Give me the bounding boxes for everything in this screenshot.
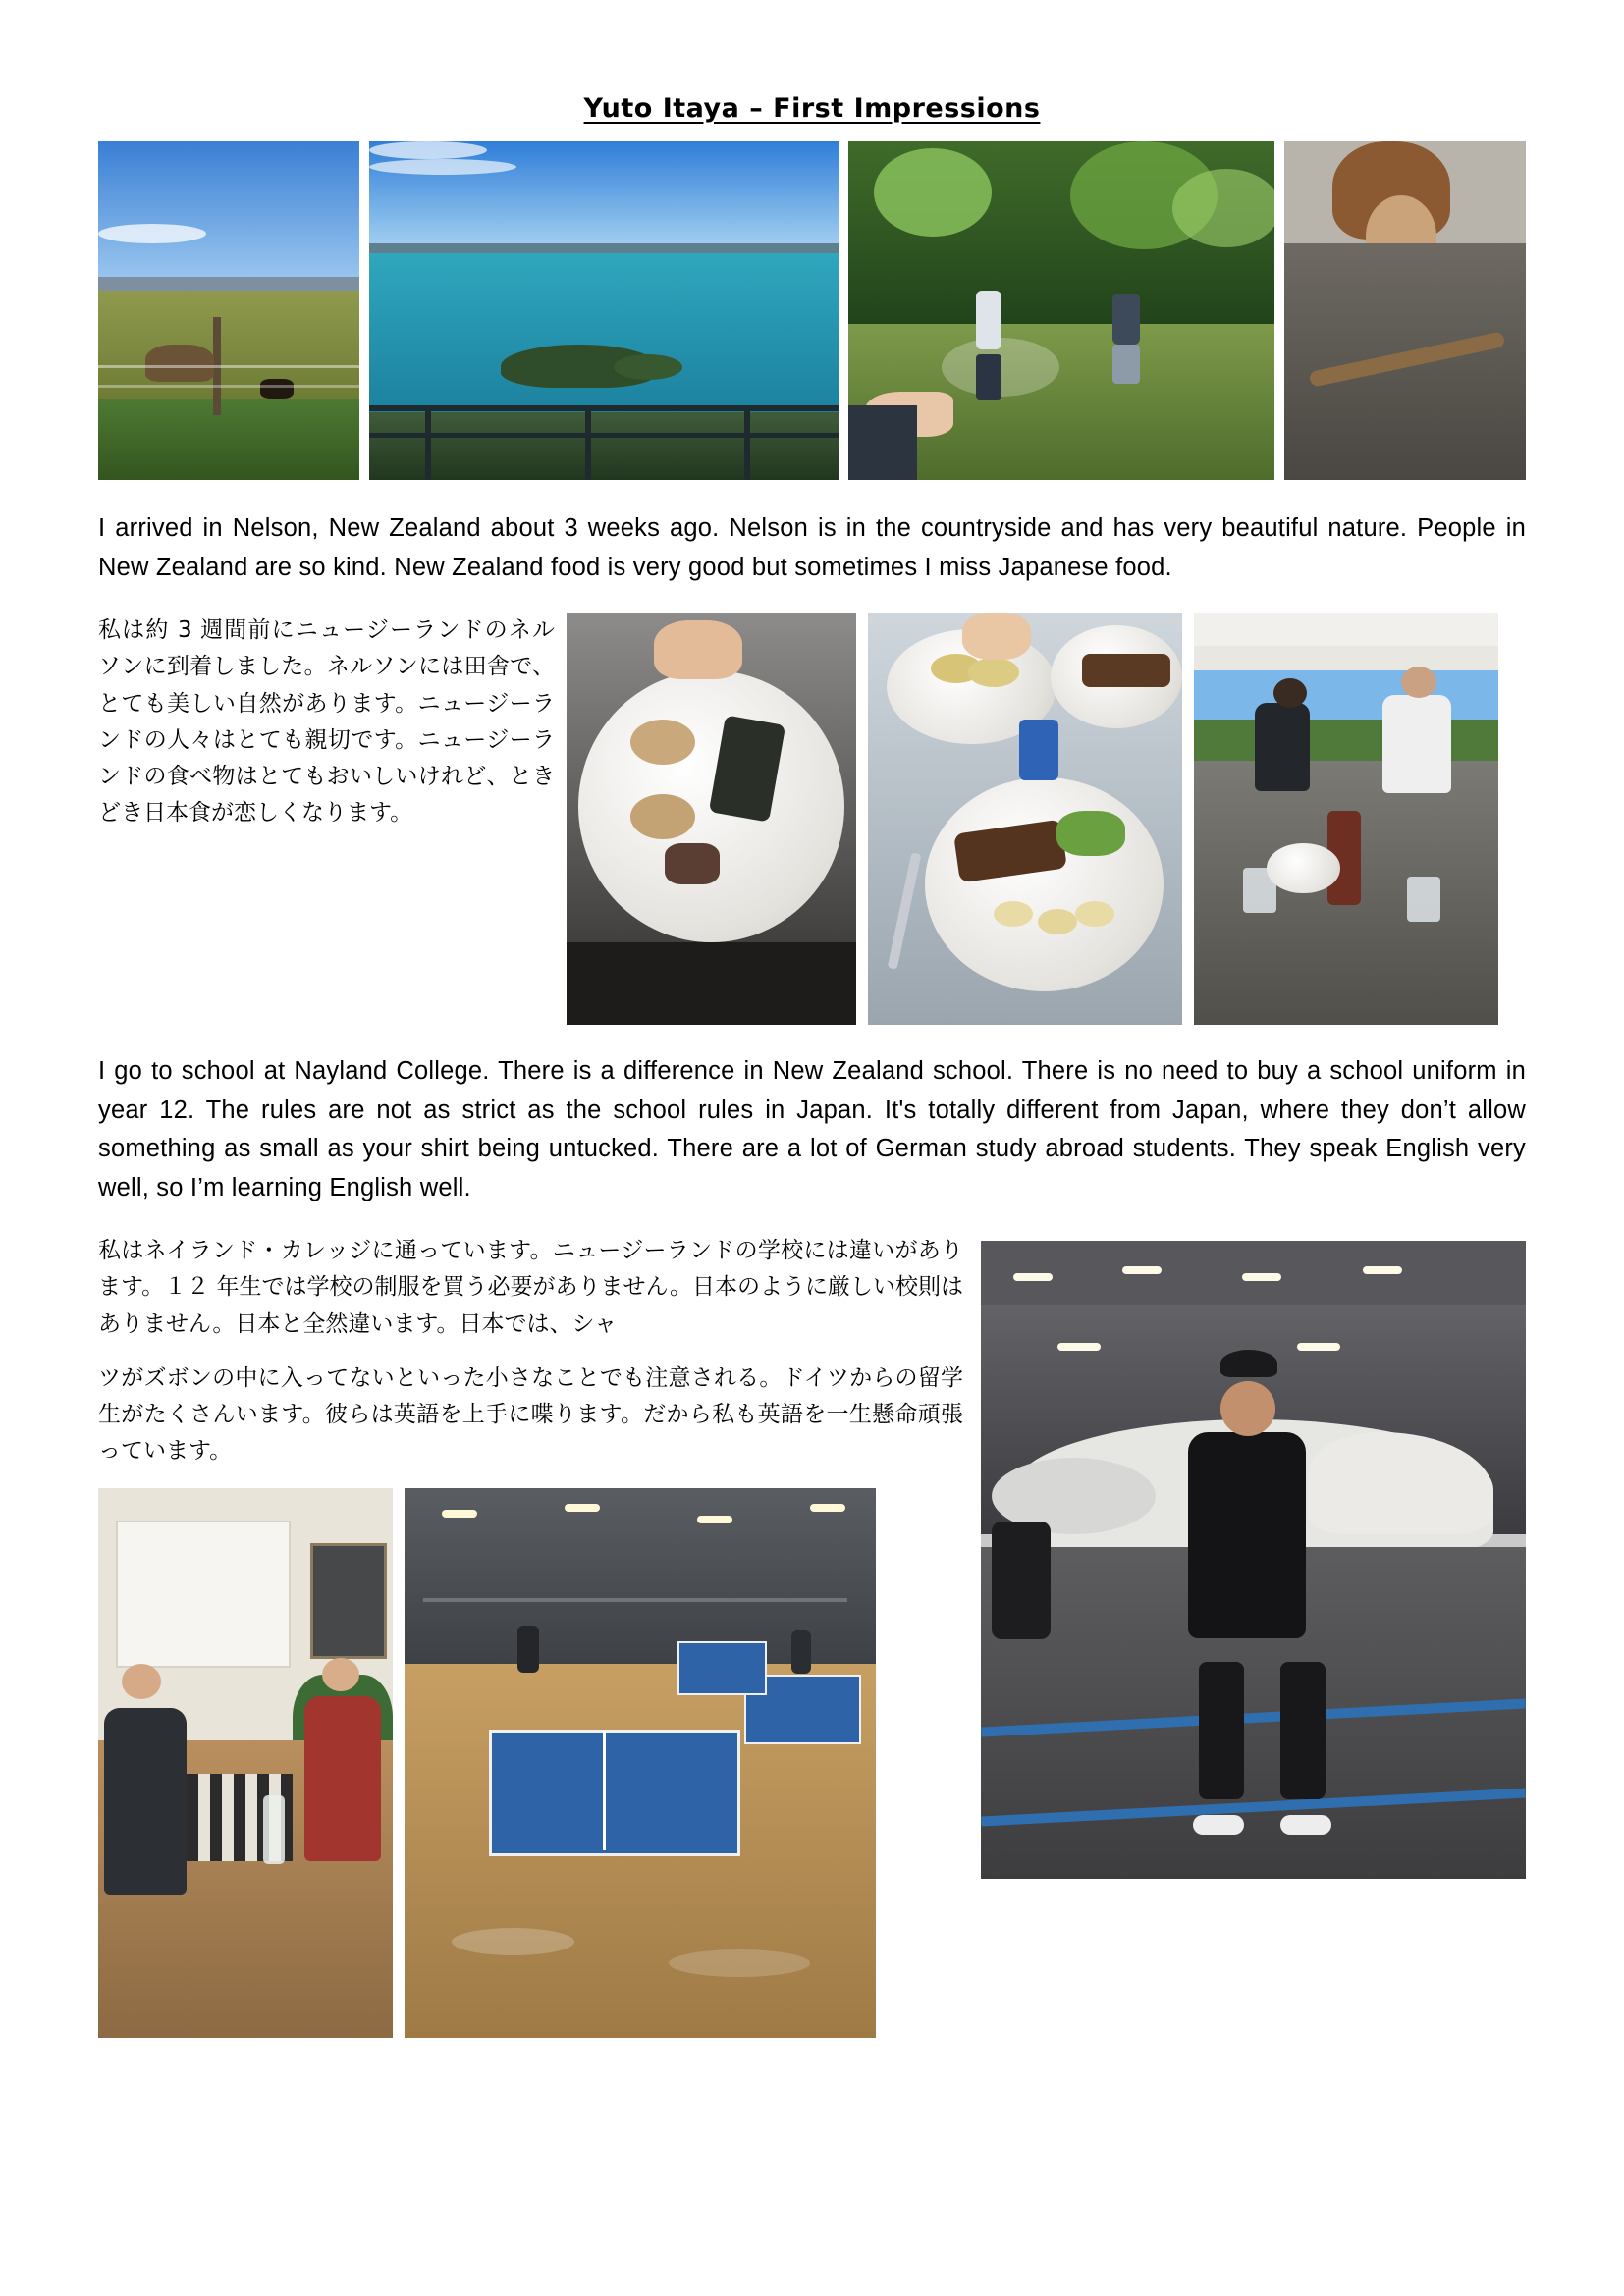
photo-coastal-bay-view <box>369 141 839 480</box>
japanese-column <box>98 613 555 832</box>
paragraph-japanese-1: 私は約 3 週間前にニュージーランドのネルソンに到着しました。ネルソンには田舎で、とても美しい自然があります。ニュージーランドの人々はとても親切です。ニュージーランドの食べ物はとてもおいしいけれど、ときどき日本食が恋しくなります。 <box>98 617 555 827</box>
photo-dinner-table-steak-and-potatoes <box>868 613 1182 1025</box>
photo-countryside-paddock <box>98 141 359 480</box>
japanese-text-and-food-photos <box>98 613 1526 1025</box>
japanese-text-with-photo <box>98 1233 1526 2038</box>
page-title: Yuto Itaya – First Impressions <box>583 93 1041 124</box>
photo-row-bottom <box>98 1488 963 2038</box>
paragraph-japanese-2a: 私はネイランド・カレッジに通っています。ニュージーランドの学校には違いがあります。１２ 年生では学校の制服を買う必要がありません。日本のように厳しい校則はありません。日本と全然違います。日本では、シャ <box>98 1238 963 1337</box>
photo-friends-at-outdoor-table <box>1194 613 1498 1025</box>
paragraph-english-1: I arrived in Nelson, New Zealand about 3 weeks ago. Nelson is in the countryside and has very beautiful nature. People in New Zealand are so kind. New Zealand food is very good but sometimes I miss Japanese food. <box>98 514 1526 581</box>
paragraph-japanese-2b: ツがズボンの中に入ってないといった小さなことでも注意される。ドイツからの留学生がたくさんいます。彼らは英語を上手に喋ります。だから私も英語を一生懸命頑張っています。 <box>98 1364 963 1465</box>
photo-table-tennis-hall <box>405 1488 876 2038</box>
paragraph-english-2: I go to school at Nayland College. There is a difference in New Zealand school. There is no need to buy a school uniform in year 12. The rules are not as strict as the school rules in Japan. It's totally different from Japan, where they don’t allow something as small as your shirt being untucked. There are a lot of German study abroad students. They speak English very well, so I’m learning English well. <box>98 1057 1526 1201</box>
photo-aircraft-hangar-portrait <box>981 1241 1526 1879</box>
photo-plate-with-pancakes-and-onigiri <box>567 613 856 1025</box>
photo-chess-game-indoors <box>98 1488 393 2038</box>
photo-dog-with-stick <box>1284 141 1526 480</box>
photo-people-in-garden <box>848 141 1274 480</box>
photo-row-top <box>98 141 1526 480</box>
